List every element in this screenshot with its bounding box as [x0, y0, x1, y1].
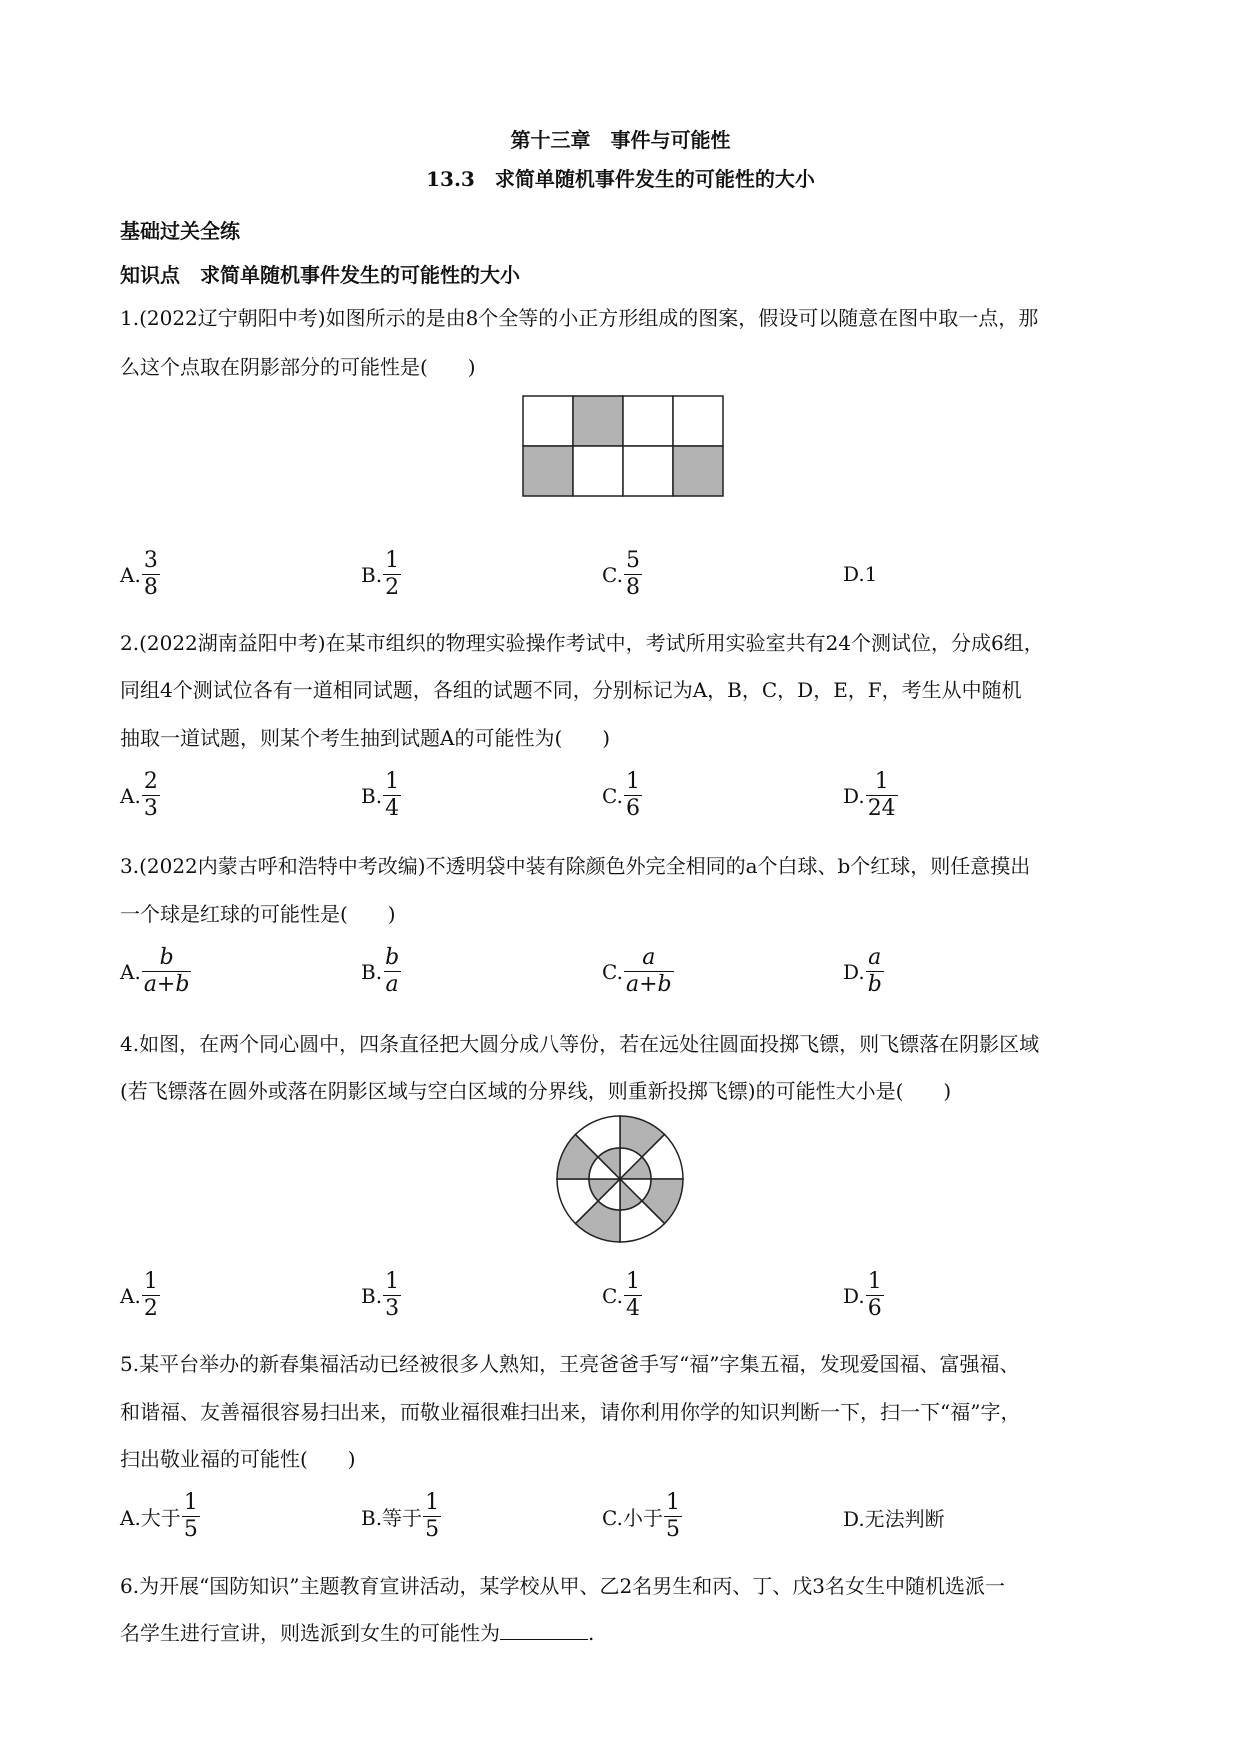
q3-text-line1: 3.(2022内蒙古呼和浩特中考改编)不透明袋中装有除颜色外完全相同的a个白球、b个红球，则任意摸出 — [120, 854, 1031, 878]
option-label: B.等于 — [361, 1506, 423, 1530]
q3-option-d[interactable] — [843, 945, 884, 998]
fraction-numerator: 5 — [625, 548, 640, 573]
q6-period: . — [588, 1621, 595, 1645]
fraction-denominator: a+b — [143, 972, 190, 997]
fraction-denominator: 24 — [867, 796, 896, 821]
fraction-numerator: 2 — [143, 769, 158, 794]
q2-text-line2: 同组4个测试位各有一道相同试题，各组的试题不同，分别标记为A，B，C，D，E，F，考生从中随机 — [120, 678, 1022, 702]
q4-concentric-circles-figure — [554, 1113, 686, 1245]
fraction-denominator: 8 — [143, 575, 158, 600]
option-label: C. — [602, 783, 623, 808]
fraction-numerator: 1 — [143, 1269, 158, 1294]
option-label: A.大于 — [120, 1506, 181, 1530]
fraction-denominator: 2 — [385, 575, 400, 600]
fraction-numerator: 1 — [425, 1490, 440, 1515]
fraction-denominator: 3 — [143, 796, 158, 821]
fraction-denominator: 8 — [625, 575, 640, 600]
fraction-denominator: 2 — [143, 1296, 158, 1321]
option-label: B. — [361, 783, 383, 808]
option-label: A. — [120, 959, 141, 984]
knowledge-point: 知识点 求简单随机事件发生的可能性的大小 — [120, 263, 520, 287]
blank-square — [623, 446, 673, 496]
shaded-square — [523, 446, 573, 496]
q3-option-b[interactable] — [361, 945, 401, 998]
q5-text-line2: 和谐福、友善福很容易扫出来，而敬业福很难扫出来，请你利用你学的知识判断一下，扫一下“福”字， — [120, 1400, 1021, 1424]
q5-option-b[interactable] — [361, 1490, 441, 1543]
q2-text-line1: 2.(2022湖南益阳中考)在某市组织的物理实验操作考试中，考试所用实验室共有24个测试位，分成6组， — [120, 631, 1044, 655]
option-label: B. — [361, 1283, 383, 1308]
option-label: D. — [843, 783, 865, 808]
q5-text-line3: 扫出敬业福的可能性( ) — [120, 1447, 356, 1471]
q3-option-a[interactable] — [120, 945, 191, 998]
fraction-numerator: 1 — [867, 1269, 882, 1294]
q6-text-line2 — [120, 1617, 594, 1646]
shaded-square — [573, 396, 623, 446]
option-label: B. — [361, 959, 383, 984]
q1-square-grid-figure — [521, 394, 725, 498]
q1-text-line2: 么这个点取在阴影部分的可能性是( ) — [120, 355, 476, 379]
option-label: B. — [361, 562, 383, 587]
q4-text-line2: (若飞镖落在圆外或落在阴影区域与空白区域的分界线，则重新投掷飞镖)的可能性大小是( ) — [120, 1079, 952, 1103]
q5-option-a[interactable] — [120, 1490, 200, 1543]
fraction-denominator: 5 — [425, 1517, 440, 1542]
section-title: 13.3 求简单随机事件发生的可能性的大小 — [426, 167, 815, 191]
q1-text-line1: 1.(2022辽宁朝阳中考)如图所示的是由8个全等的小正方形组成的图案，假设可以随意在图中取一点，那 — [120, 306, 1039, 330]
option-label: D. — [843, 959, 865, 984]
q1-option-c[interactable] — [602, 548, 642, 601]
q4-option-a[interactable] — [120, 1269, 160, 1322]
option-label: A. — [120, 562, 141, 587]
fraction-denominator: 4 — [625, 1296, 640, 1321]
q2-option-b[interactable] — [361, 769, 401, 822]
fraction-numerator: 1 — [385, 1269, 400, 1294]
option-label: C. — [602, 959, 623, 984]
q5-option-d[interactable] — [843, 1503, 945, 1532]
fraction-numerator: a — [642, 945, 656, 970]
blank-square — [573, 446, 623, 496]
fraction-numerator: 3 — [143, 548, 158, 573]
q3-text-line2: 一个球是红球的可能性是( ) — [120, 902, 396, 926]
option-label: D.1 — [843, 562, 878, 586]
fraction-denominator: 6 — [625, 796, 640, 821]
fraction-numerator: 1 — [625, 1269, 640, 1294]
fraction-numerator: b — [385, 945, 400, 970]
fraction-denominator: 4 — [385, 796, 400, 821]
q4-option-d[interactable] — [843, 1269, 884, 1322]
fraction-denominator: a+b — [625, 972, 672, 997]
practice-label: 基础过关全练 — [120, 219, 240, 243]
q3-option-c[interactable] — [602, 945, 674, 998]
fraction-numerator: a — [868, 945, 882, 970]
q6-text-line1: 6.为开展“国防知识”主题教育宣讲活动，某学校从甲、乙2名男生和丙、丁、戊3名女生中随机选派一 — [120, 1574, 1005, 1598]
chapter-title: 第十三章 事件与可能性 — [510, 128, 731, 152]
answer-blank[interactable] — [500, 1619, 588, 1640]
fraction-numerator: 1 — [385, 548, 400, 573]
fraction-numerator: 1 — [183, 1490, 198, 1515]
option-label: C.小于 — [602, 1506, 663, 1530]
option-label: C. — [602, 562, 623, 587]
option-label: C. — [602, 1283, 623, 1308]
blank-square — [673, 396, 723, 446]
q2-option-d[interactable] — [843, 769, 898, 822]
fraction-denominator: 6 — [867, 1296, 882, 1321]
shaded-square — [673, 446, 723, 496]
fraction-denominator: 3 — [385, 1296, 400, 1321]
option-label: A. — [120, 1283, 141, 1308]
fraction-numerator: 1 — [385, 769, 400, 794]
q4-text-line1: 4.如图，在两个同心圆中，四条直径把大圆分成八等份，若在远处往圆面投掷飞镖，则飞镖落在阴影区域 — [120, 1032, 1040, 1056]
q1-option-a[interactable] — [120, 548, 160, 601]
fraction-numerator: b — [159, 945, 174, 970]
fraction-denominator: a — [385, 972, 399, 997]
fraction-denominator: b — [867, 972, 882, 997]
q5-option-c[interactable] — [602, 1490, 682, 1543]
option-label: A. — [120, 783, 141, 808]
q6-text-line2-before-blank: 名学生进行宣讲，则选派到女生的可能性为 — [120, 1621, 500, 1645]
option-label: D. — [843, 1283, 865, 1308]
fraction-numerator: 1 — [874, 769, 889, 794]
q1-option-b[interactable] — [361, 548, 401, 601]
option-label: D.无法判断 — [843, 1507, 945, 1531]
blank-square — [623, 396, 673, 446]
fraction-denominator: 5 — [665, 1517, 680, 1542]
q4-option-c[interactable] — [602, 1269, 642, 1322]
q2-text-line3: 抽取一道试题，则某个考生抽到试题A的可能性为( ) — [120, 726, 611, 750]
q1-option-d[interactable] — [843, 562, 877, 586]
q4-option-b[interactable] — [361, 1269, 401, 1322]
fraction-denominator: 5 — [183, 1517, 198, 1542]
q2-option-a[interactable] — [120, 769, 160, 822]
q5-text-line1: 5.某平台举办的新春集福活动已经被很多人熟知，王亮爸爸手写“福”字集五福，发现爱国福、富强福、 — [120, 1352, 1020, 1376]
blank-square — [523, 396, 573, 446]
fraction-numerator: 1 — [625, 769, 640, 794]
fraction-numerator: 1 — [665, 1490, 680, 1515]
q2-option-c[interactable] — [602, 769, 642, 822]
